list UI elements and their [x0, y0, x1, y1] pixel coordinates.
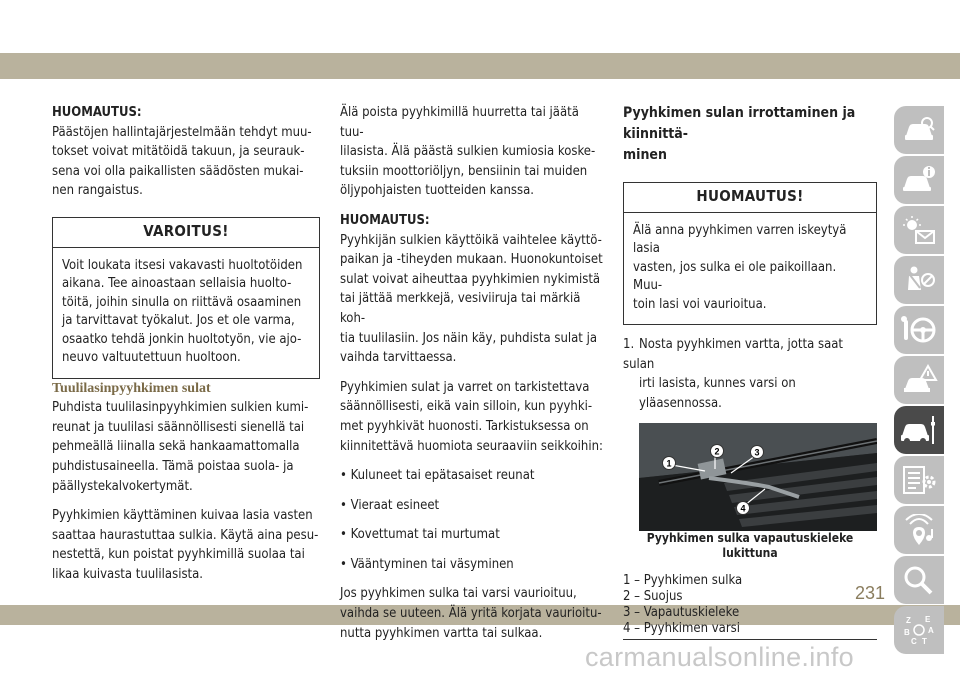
tab-starting-operating[interactable] [894, 306, 944, 354]
notice-body [624, 213, 876, 325]
text-line: päällystekalvokertymät. [52, 478, 193, 494]
spacer [340, 456, 605, 466]
notice-title: HUOMAUTUS! [624, 183, 876, 213]
legend-item: 2 – Suojus [623, 589, 683, 605]
text-line: toin lasi voi vaurioitua. [633, 296, 767, 312]
text-line: Puhdista tuulilasinpyyhkimien sulkien kumi- [52, 400, 309, 416]
warning-title: VAROITUS! [53, 218, 319, 248]
spacer [340, 368, 605, 378]
svg-text:2: 2 [714, 446, 720, 457]
car-info-icon [900, 164, 938, 196]
text-line: sena voi olla paikallisten säädösten mukai- [52, 163, 304, 179]
text-line: kiinnitettävä huomiota seuraaviin seikkoihin: [340, 438, 603, 454]
text-line: ja tarvittavat työkalut. Jos et ole varma, [62, 313, 295, 329]
warning-body [53, 248, 319, 378]
step-text: irti lasista, kunnes varsi on yläasennossa. [639, 376, 796, 411]
tab-safety[interactable] [894, 256, 944, 304]
notice-box [623, 182, 877, 325]
text-line: lilasista. Älä päästä sulkien kumiosia koske- [340, 144, 596, 160]
column-3 [623, 103, 877, 640]
text-line: säännöllisesti, eikä vain silloin, kun pyyhki- [340, 399, 593, 415]
svg-text:1: 1 [666, 458, 672, 469]
list-item: • Kuluneet tai epätasaiset reunat [340, 468, 535, 484]
spacer [52, 496, 320, 506]
svg-text:C: C [911, 637, 917, 646]
text-line: Päästöjen hallintajärjestelmään tehdyt muu- [52, 124, 312, 140]
language-index-icon [900, 614, 938, 646]
tab-multimedia[interactable] [894, 506, 944, 554]
list-item: • Kovettumat tai murtumat [340, 527, 500, 543]
legend-item: 3 – Vapautuskieleke [623, 605, 740, 621]
tab-servicing-maintenance[interactable] [894, 406, 944, 454]
legend-item: 4 – Pyyhkimen varsi [623, 621, 740, 637]
step-text: Nosta pyyhkimen vartta, jotta saat sulan [623, 337, 843, 372]
text-line: vaihda se uuteen. Älä yritä korjata vaurioitu- [340, 606, 602, 622]
text-line: Pyyhkimien sulat ja varret on tarkistettava [340, 379, 590, 395]
procedure-heading: Pyyhkimen sulan irrottaminen ja kiinnittä- [623, 105, 856, 142]
text-line: sulat voivat aiheuttaa pyyhkimien nykimistä [340, 271, 601, 287]
text-line: öljypohjaisten tuotteiden kanssa. [340, 183, 534, 199]
svg-text:E: E [925, 615, 931, 624]
list-item: • Vääntyminen tai väsyminen [340, 556, 514, 572]
text-line: Älä poista pyyhkimillä huurretta tai jäätä tuu- [340, 105, 579, 140]
text-line: osaatko tehdä jonkin huoltotyön, vie ajo- [62, 331, 302, 347]
text-line: likaa kuivasta tuulilasista. [52, 566, 203, 582]
specifications-icon [900, 464, 938, 496]
text-line: vasten, jos sulka ei ole paikoillaan. Muu- [633, 259, 837, 294]
chapter-tabs [894, 106, 944, 656]
text-line: saattaa haurastuttaa sulkia. Käytä aina pesu- [52, 527, 319, 543]
legend-divider [623, 639, 877, 640]
tab-specifications[interactable] [894, 456, 944, 504]
step-number: 1. [623, 337, 635, 353]
text-line: Älä anna pyyhkimen varren iskeytyä lasia [633, 222, 847, 257]
tab-emergency[interactable] [894, 356, 944, 404]
text-line: neuvo valtuutettuun huoltoon. [62, 350, 241, 366]
figure-caption: Pyyhkimen sulka vapautuskieleke [646, 531, 854, 546]
text-line: tokset voivat mitätöidä takuun, ja seurauk- [52, 144, 305, 160]
column-1 [52, 103, 320, 585]
figure-caption: lukittuna [722, 546, 778, 561]
text-line: Voit loukata itsesi vakavasti huoltotöiden [62, 257, 303, 273]
svg-text:3: 3 [754, 447, 760, 458]
text-line: pehmeällä liinalla sekä hankaamattomalla [52, 439, 300, 455]
header-band [0, 53, 960, 79]
text-line: paikan ja -tiheyden mukaan. Huonokuntoiset [340, 252, 603, 268]
car-service-icon [900, 414, 938, 446]
spacer [623, 325, 877, 335]
text-line: nutta pyyhkimen vartta tai sulkaa. [340, 625, 543, 641]
tab-search[interactable] [894, 556, 944, 604]
multimedia-icon [900, 514, 938, 546]
text-line: tai jättää merkkejä, vesiviiruja tai märkiä koh- [340, 291, 581, 326]
text-line: töitä, joihin sinulla on riittävä osaaminen [62, 294, 302, 310]
list-item: • Vieraat esineet [340, 497, 440, 513]
legend-item: 1 – Pyyhkimen sulka [623, 573, 743, 589]
svg-text:4: 4 [740, 503, 746, 514]
callout-1 [663, 457, 676, 470]
figure-legend [623, 573, 877, 637]
spacer [340, 515, 605, 525]
page-number: 231 [855, 583, 886, 603]
text-line: tuksiin moottoriöljyn, bensiinin tai muiden [340, 163, 588, 179]
callout-3 [751, 446, 764, 459]
watermark: carmanualsonline.info [585, 642, 854, 672]
seatbelt-airbag-icon [900, 264, 938, 296]
text-line: Pyyhkijän sulkien käyttöikä vaihtelee käyttö- [340, 232, 602, 248]
text-line: vaihda tarvittaessa. [340, 350, 457, 366]
text-line: tia tuulilasiin. Jos näin käy, puhdista sulat ja [340, 330, 598, 346]
svg-text:Z: Z [906, 616, 911, 625]
svg-text:T: T [922, 637, 927, 646]
roadside-warning-icon [900, 364, 938, 396]
section-title: Tuulilasinpyyhkimen sulat [52, 380, 211, 396]
column-2 [340, 103, 605, 643]
search-index-icon [900, 564, 938, 596]
step-1 [623, 335, 877, 374]
tab-getting-to-know[interactable] [894, 156, 944, 204]
text-line: reunat ja tuulilasi säännöllisesti sienellä tai [52, 419, 305, 435]
callout-2 [711, 445, 724, 458]
text-line: puhdistusaineella. Tämä poistaa suola- ja [52, 458, 294, 474]
spacer [340, 574, 605, 584]
text-line: Jos pyyhkimen sulka tai varsi vaurioituu, [340, 586, 577, 602]
svg-text:A: A [928, 626, 934, 635]
svg-text:B: B [904, 628, 910, 637]
wiper-photo [639, 423, 877, 531]
note-title: HUOMAUTUS: [340, 212, 430, 228]
car-dashboard-icon [900, 114, 938, 146]
tab-dashboard[interactable] [894, 106, 944, 154]
tab-index[interactable] [894, 606, 944, 654]
spacer [340, 201, 605, 211]
warning-box [52, 217, 320, 379]
note-title: HUOMAUTUS: [52, 105, 142, 120]
text-line: Pyyhkimien käyttäminen kuivaa lasia vasten [52, 508, 313, 524]
warning-lights-icon [900, 214, 938, 246]
spacer [340, 545, 605, 555]
text-line: met pyyhkivät huonosti. Tarkistuksessa on [340, 418, 589, 434]
spacer [340, 486, 605, 496]
text-line: aikana. Tee ainoastaan sellaisia huolto- [62, 276, 292, 292]
text-line: nestettä, kun poistat pyyhkimillä suolaa tai [52, 547, 305, 563]
callout-4 [737, 502, 750, 515]
text-line: nen rangaistus. [52, 183, 143, 199]
steering-wheel-icon [900, 314, 938, 346]
procedure-heading: minen [623, 147, 667, 163]
tab-warning-lights[interactable] [894, 206, 944, 254]
